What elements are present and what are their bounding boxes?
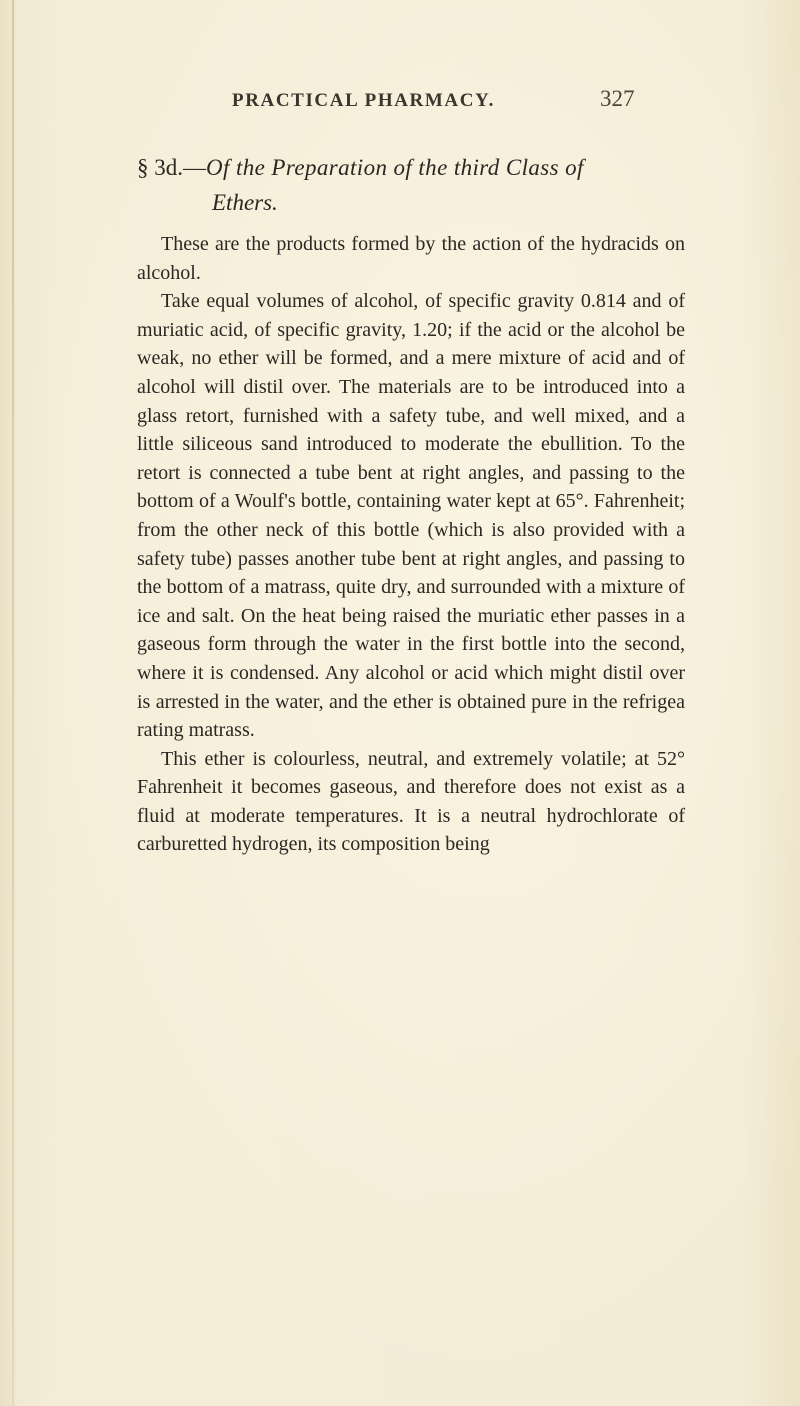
page-number: 327 — [600, 86, 635, 111]
paragraph: Take equal volumes of alcohol, of specific gravity 0.814 and of muriatic acid, of specific gravity, 1.20; if the acid or the alcohol be weak, no ether will be formed, and a mere mixture of acid and of alcohol will distil over. The materials are to be introduced into a glass retort, furnished with a safety tube, and well mixed, and a little siliceous sand introduced to moderate the ebullition. To the retort is connected a tube bent at right angles, and passing to the bottom of a Woulf's bottle, containing water kept at 65°. Fahrenheit; from the other neck of this bottle (which is also provided with a safety tube) passes another tube bent at right angles, and passing to the bottom of a matrass, quite dry, and surrounded with a mixture of ice and salt. On the heat being raised the muriatic ether passes in a gaseous form through the water in the first bottle into the second, where it is condensed. Any alcohol or acid which might distil over is arrested in the water, and the ether is obtained pure in the refrigea rating matrass. — [137, 290, 685, 742]
binding-gutter — [12, 0, 14, 1406]
section-heading — [137, 150, 697, 220]
paragraph: This ether is colourless, neutral, and extremely volatile; at 52° Fahrenheit it becomes gaseous, and therefore does not exist as a fluid at moderate temperatures. It is a neutral hydrochlorate of carburetted hydrogen, its composition being — [137, 747, 685, 856]
paragraph: These are the products formed by the action of the hydracids on alcohol. — [137, 233, 685, 284]
section-mark: § 3d.— — [137, 155, 206, 180]
body-text — [137, 230, 685, 859]
running-title: PRACTICAL PHARMACY. — [232, 90, 495, 111]
running-head — [232, 86, 692, 116]
section-title-line1: Of the Preparation of the third Class of — [206, 155, 584, 180]
section-title-line2: Ethers. — [212, 190, 278, 215]
